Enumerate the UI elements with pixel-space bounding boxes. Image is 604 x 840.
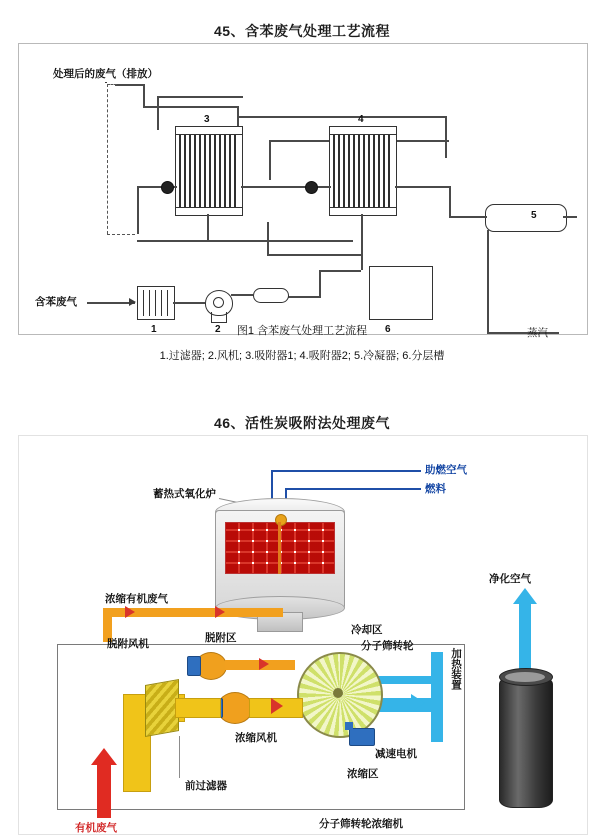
pipe-segment — [269, 140, 271, 180]
vessel-cap-top — [176, 127, 242, 135]
heating-device-column — [431, 652, 443, 742]
pipe-segment — [173, 302, 205, 304]
section-title-45: 45、含苯废气处理工艺流程 — [213, 23, 391, 39]
flow-arrow-icon — [125, 606, 135, 618]
organic-waste-gas-arrow-icon — [91, 748, 117, 765]
leader-line — [179, 736, 180, 778]
filter-unit — [137, 286, 175, 320]
pipe-segment — [267, 254, 363, 256]
figure-1-legend: 1.过滤器; 2.风机; 3.吸附器1; 4.吸附器2; 5.冷凝器; 6.分层槽 — [159, 350, 445, 362]
flow-arrow-icon — [411, 694, 425, 712]
pipe-dashed — [107, 84, 108, 234]
equipment-number-3: 3 — [204, 114, 210, 125]
label-concentrated-voc: 浓缩有机废气 — [105, 593, 168, 605]
label-concentrate-fan: 浓缩风机 — [235, 732, 277, 744]
burner-icon — [275, 514, 287, 526]
pipe-segment — [319, 270, 361, 272]
organic-waste-gas-pipe — [97, 762, 111, 818]
equipment-number-2: 2 — [215, 324, 221, 335]
label-treated-gas: 处理后的废气（排放） — [53, 68, 158, 80]
pipe-dashed — [107, 234, 135, 235]
pipe-segment — [207, 214, 209, 240]
figure-1-flow-diagram — [18, 43, 588, 339]
label-heating-device: 加热装置 — [450, 648, 462, 690]
label-rotor: 分子筛转轮 — [361, 640, 414, 652]
pipe-segment — [395, 186, 451, 188]
label-concentrate-zone: 浓缩区 — [347, 768, 379, 780]
label-desorb-fan: 脱附风机 — [107, 638, 149, 650]
figure-2-activated-carbon-diagram — [18, 435, 588, 835]
pipe-segment — [115, 84, 145, 86]
pipe-segment — [449, 186, 451, 216]
adsorbent-bed — [333, 135, 393, 207]
label-purified-air: 净化空气 — [489, 573, 531, 585]
pipe-segment — [319, 270, 321, 296]
motor-coupling — [345, 722, 353, 730]
rotor-hub — [333, 688, 343, 698]
purified-air-riser — [519, 601, 531, 673]
pipe-segment — [445, 116, 447, 158]
equipment-number-4: 4 — [358, 114, 364, 125]
pipe-segment — [137, 240, 353, 242]
pipe-segment — [157, 96, 159, 130]
valve-left — [161, 181, 174, 194]
equipment-number-5: 5 — [531, 210, 537, 221]
equipment-number-1: 1 — [151, 324, 157, 335]
pipe-segment — [231, 294, 253, 296]
pipe-dashed — [107, 84, 117, 85]
adsorber-1-vessel — [175, 126, 243, 216]
adsorber-2-vessel — [329, 126, 397, 216]
steam-line — [487, 230, 489, 332]
vessel-cap-top — [330, 127, 396, 135]
label-benzene-gas: 含苯废气 — [35, 296, 77, 308]
figure-1-caption: 图1 含苯废气处理工艺流程 — [236, 325, 368, 337]
label-fuel: 燃料 — [425, 483, 446, 495]
inlet-pipe — [87, 302, 135, 304]
burner-shaft — [278, 522, 281, 574]
desorption-fan-motor — [187, 656, 201, 676]
pre-filter — [145, 679, 179, 737]
pipe-segment — [157, 96, 243, 98]
label-desorb-zone: 脱附区 — [205, 632, 237, 644]
flow-arrow-icon — [259, 658, 269, 670]
valve-right — [305, 181, 318, 194]
separator-tank — [369, 266, 433, 320]
pipe-segment — [267, 222, 269, 254]
equipment-number-6: 6 — [385, 324, 391, 335]
stack-opening — [505, 672, 545, 682]
pipe-segment — [563, 216, 577, 218]
condenser-vessel — [485, 204, 567, 232]
flow-arrow-icon — [271, 698, 283, 714]
label-rto: 蓄热式氧化炉 — [153, 488, 216, 500]
section-title-46: 46、活性炭吸附法处理废气 — [213, 415, 391, 431]
inlet-arrow-icon — [129, 298, 136, 306]
label-assist-air: 助燃空气 — [425, 464, 467, 476]
assist-air-line — [271, 470, 421, 472]
label-reducer-motor: 减速电机 — [375, 748, 417, 760]
flow-arrow-icon — [215, 606, 225, 618]
fuel-line-2 — [285, 488, 421, 490]
transition-piece — [253, 288, 289, 303]
pipe-segment — [361, 214, 363, 270]
vessel-cap-bottom — [330, 207, 396, 215]
exhaust-stack — [499, 676, 553, 808]
label-pre-filter: 前过滤器 — [185, 780, 227, 792]
adsorbent-bed — [179, 135, 239, 207]
label-cooling-zone: 冷却区 — [351, 624, 383, 636]
pipe-segment — [137, 186, 139, 234]
label-organic-waste-gas: 有机废气 — [75, 822, 117, 834]
purified-air-arrow-icon — [513, 588, 537, 604]
blower-hub — [213, 297, 224, 308]
pipe-segment — [143, 84, 145, 108]
label-steam: 蒸汽 — [527, 327, 548, 339]
pipe-segment — [449, 216, 487, 218]
pipe-segment — [237, 116, 447, 118]
vessel-cap-bottom — [176, 207, 242, 215]
reducer-motor — [349, 728, 375, 746]
fan-inlet-duct — [175, 698, 221, 718]
label-rotor-concentrator: 分子筛转轮浓缩机 — [319, 818, 403, 830]
